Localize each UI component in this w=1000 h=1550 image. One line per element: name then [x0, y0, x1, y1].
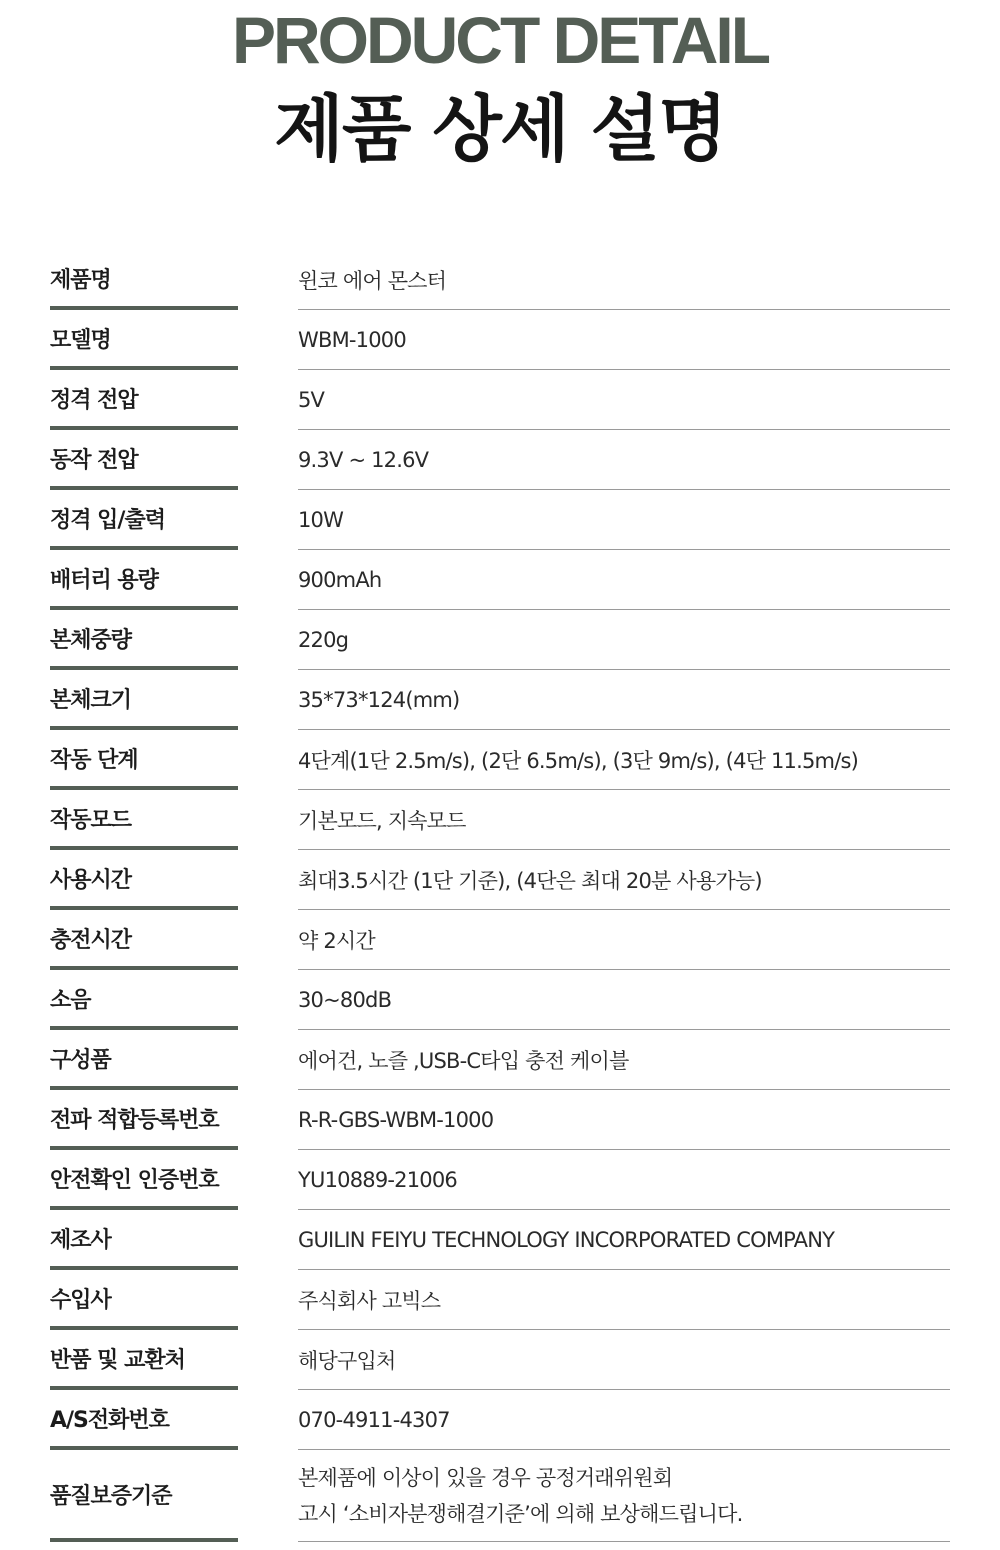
spec-value-line: 고시 ‘소비자분쟁해결기준’에 의해 보상해드립니다.: [298, 1501, 743, 1526]
spec-label: 소음: [50, 970, 238, 1030]
spec-value: 30~80dB: [298, 970, 950, 1030]
spec-value: GUILIN FEIYU TECHNOLOGY INCORPORATED COMPANY: [298, 1210, 950, 1270]
spec-label: 구성품: [50, 1030, 238, 1090]
spec-label: 본체크기: [50, 670, 238, 730]
spec-value: 윈코 에어 몬스터: [298, 250, 950, 310]
spec-value: YU10889-21006: [298, 1150, 950, 1210]
spec-value: 070-4911-4307: [298, 1390, 950, 1450]
spec-value: 해당구입처: [298, 1330, 950, 1390]
spec-row-noise: [50, 970, 950, 1030]
spec-row-operating-voltage: [50, 430, 950, 490]
spec-value: 900mAh: [298, 550, 950, 610]
spec-row-rated-voltage: [50, 370, 950, 430]
spec-value: [298, 1450, 950, 1542]
spec-label: 모델명: [50, 310, 238, 370]
spec-value: 주식회사 고빅스: [298, 1270, 950, 1330]
spec-label: 정격 입/출력: [50, 490, 238, 550]
spec-row-operation-mode: [50, 790, 950, 850]
spec-label: 전파 적합등록번호: [50, 1090, 238, 1150]
spec-label: 본체중량: [50, 610, 238, 670]
spec-label: 제품명: [50, 250, 238, 310]
spec-value: 220g: [298, 610, 950, 670]
spec-row-weight: [50, 610, 950, 670]
spec-value-line: 본제품에 이상이 있을 경우 공정거래위원회: [298, 1465, 673, 1490]
spec-row-battery-capacity: [50, 550, 950, 610]
spec-label: 충전시간: [50, 910, 238, 970]
product-detail-eyebrow: PRODUCT DETAIL: [231, 3, 769, 77]
spec-row-importer: [50, 1270, 950, 1330]
spec-value: 최대3.5시간 (1단 기준), (4단은 최대 20분 사용가능): [298, 850, 950, 910]
spec-row-returns: [50, 1330, 950, 1390]
spec-value: 5V: [298, 370, 950, 430]
spec-row-charging-time: [50, 910, 950, 970]
spec-label: 동작 전압: [50, 430, 238, 490]
spec-row-usage-time: [50, 850, 950, 910]
spec-value: 약 2시간: [298, 910, 950, 970]
spec-value: 10W: [298, 490, 950, 550]
spec-label: 사용시간: [50, 850, 238, 910]
spec-row-as-phone: [50, 1390, 950, 1450]
spec-value: 기본모드, 지속모드: [298, 790, 950, 850]
spec-label: 수입사: [50, 1270, 238, 1330]
spec-label: A/S전화번호: [50, 1390, 238, 1450]
spec-row-rated-power: [50, 490, 950, 550]
spec-label: 배터리 용량: [50, 550, 238, 610]
spec-label: 작동모드: [50, 790, 238, 850]
page-title: 제품 상세 설명: [274, 87, 726, 171]
spec-value: 9.3V ~ 12.6V: [298, 430, 950, 490]
spec-row-safety-certification: [50, 1150, 950, 1210]
spec-label: 정격 전압: [50, 370, 238, 430]
spec-value: 35*73*124(mm): [298, 670, 950, 730]
spec-value: 4단계(1단 2.5m/s), (2단 6.5m/s), (3단 9m/s), (4단 11.5m/s): [298, 730, 950, 790]
spec-value: WBM-1000: [298, 310, 950, 370]
spec-label: 반품 및 교환처: [50, 1330, 238, 1390]
spec-label: 작동 단계: [50, 730, 238, 790]
spec-row-quality-warranty: [50, 1450, 950, 1542]
spec-label: 품질보증기준: [50, 1450, 238, 1542]
spec-row-model-name: [50, 310, 950, 370]
spec-row-manufacturer: [50, 1210, 950, 1270]
spec-row-radio-registration: [50, 1090, 950, 1150]
spec-row-product-name: [50, 250, 950, 310]
spec-value: 에어건, 노즐 ,USB-C타입 충전 케이블: [298, 1030, 950, 1090]
spec-row-size: [50, 670, 950, 730]
spec-row-speed-levels: [50, 730, 950, 790]
spec-label: 안전확인 인증번호: [50, 1150, 238, 1210]
spec-value: R-R-GBS-WBM-1000: [298, 1090, 950, 1150]
spec-label: 제조사: [50, 1210, 238, 1270]
spec-row-components: [50, 1030, 950, 1090]
spec-table: [50, 250, 950, 1542]
